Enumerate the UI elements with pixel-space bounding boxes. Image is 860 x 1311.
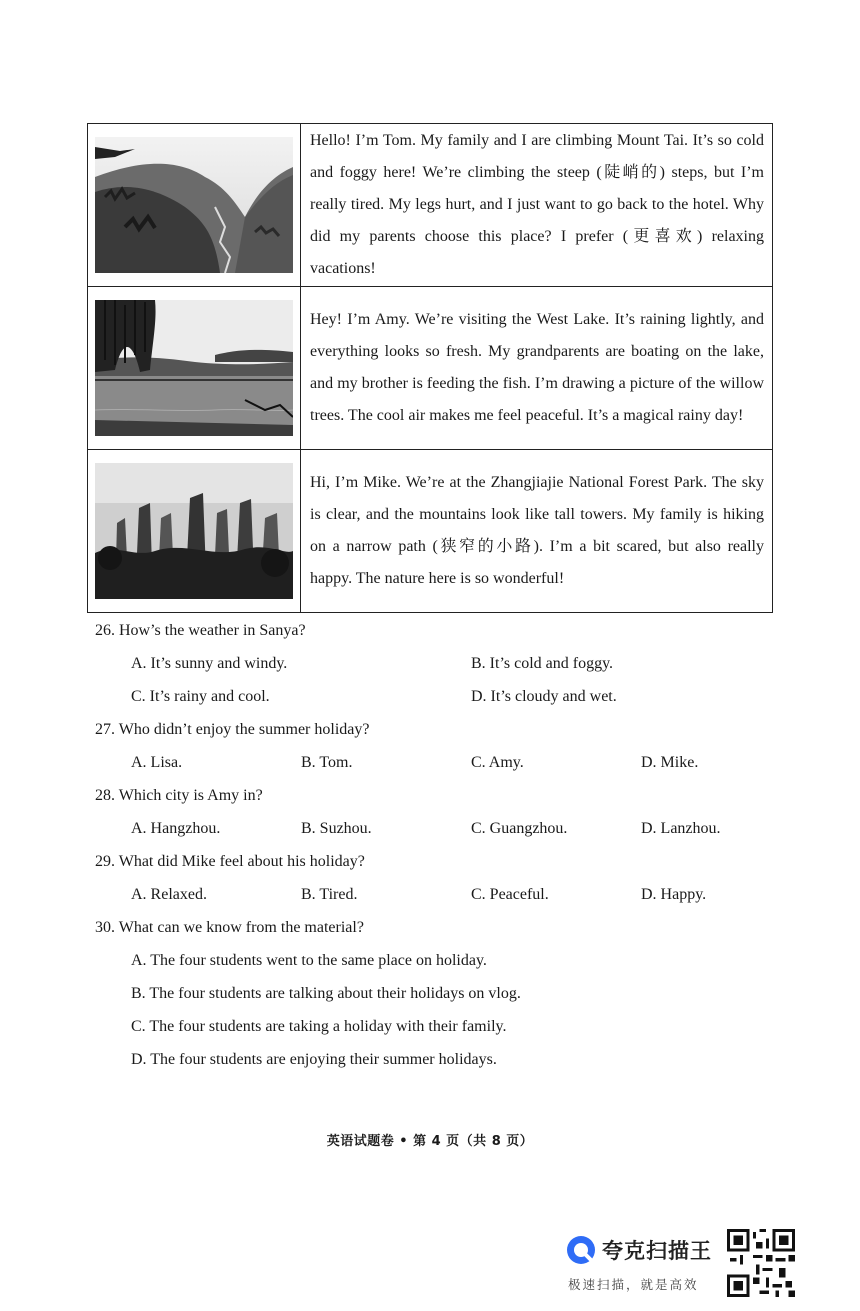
post-text-tom: Hello! I’m Tom. My family and I are climbing Mount Tai. It’s so cold and foggy here! We’re climbing the steep (陡峭的) steps, but I’m really tired. My legs hurt, and I just want to go back to the hotel. Why did my parents choose this place? I prefer (更喜欢) relaxing vacations!: [310, 131, 764, 278]
lake-willow-photo: [95, 300, 293, 436]
stone-pillar-mountains-photo: [95, 463, 293, 599]
option-c: C. The four students are taking a holiday with their family.: [131, 1018, 507, 1035]
option-a: A. It’s sunny and windy.: [131, 655, 288, 672]
watermark-brand: [566, 1230, 726, 1270]
option-d: D. Happy.: [641, 886, 707, 903]
post-text-mike: Hi, I’m Mike. We’re at the Zhangjiajie National Forest Park. The sky is clear, and the mountains look like tall towers. My family is hiking on a narrow path (狭窄的小路). I’m a bit scared, but also really happy. The nature here is so wonderful!: [310, 473, 764, 588]
option-c: C. Guangzhou.: [471, 820, 568, 837]
option-d: D. The four students are enjoying their summer holidays.: [131, 1051, 497, 1068]
option-c: C. Peaceful.: [471, 886, 549, 903]
post-row-amy: [88, 287, 772, 450]
option-b: B. The four students are talking about their holidays on vlog.: [131, 985, 521, 1002]
watermark-title: 夸克扫描王: [602, 1239, 712, 1263]
option-b: B. Tired.: [301, 886, 358, 903]
option-c: C. It’s rainy and cool.: [131, 688, 270, 705]
question-stem-30: 30. What can we know from the material?: [95, 919, 364, 936]
mountain-steps-photo: [95, 137, 293, 273]
vlog-posts-table: [87, 123, 773, 613]
photo-cell: [88, 287, 301, 449]
option-b: B. Suzhou.: [301, 820, 372, 837]
option-d: D. It’s cloudy and wet.: [471, 688, 617, 705]
option-row: [95, 686, 775, 719]
option-a: A. Hangzhou.: [131, 820, 221, 837]
option-b: B. It’s cold and foggy.: [471, 655, 614, 672]
photo-cell: [88, 450, 301, 612]
option-row: [95, 884, 775, 917]
questions-section: [95, 620, 775, 1082]
post-row-tom: [88, 124, 772, 287]
page-footer: 英语试题卷 • 第 4 页（共 8 页）: [326, 1134, 534, 1149]
post-row-mike: [88, 450, 772, 612]
scanner-watermark: [566, 1230, 726, 1298]
post-text: [301, 287, 772, 449]
option-a: A. Lisa.: [131, 754, 183, 771]
option-row: [95, 1016, 775, 1049]
option-row: [95, 752, 775, 785]
option-row: [95, 983, 775, 1016]
option-d: D. Lanzhou.: [641, 820, 721, 837]
option-b: B. Tom.: [301, 754, 353, 771]
photo-cell: [88, 124, 301, 286]
question-stem-29: 29. What did Mike feel about his holiday?: [95, 853, 365, 870]
qr-code-icon: [727, 1229, 795, 1297]
quark-logo-icon: [566, 1235, 596, 1265]
option-row: [95, 653, 775, 686]
post-text-amy: Hey! I’m Amy. We’re visiting the West Lake. It’s raining lightly, and everything looks so fresh. My grandparents are boating on the lake, and my brother is feeding the fish. I’m drawing a picture of the willow trees. The cool air makes me feel peaceful. It’s a magical rainy day!: [310, 310, 764, 425]
option-row: [95, 1049, 775, 1082]
option-row: [95, 818, 775, 851]
question-stem-27: 27. Who didn’t enjoy the summer holiday?: [95, 721, 370, 738]
option-row: [95, 950, 775, 983]
watermark-slogan: 极速扫描，就是高效: [568, 1277, 699, 1292]
question-stem-26: 26. How’s the weather in Sanya?: [95, 622, 306, 639]
post-text: [301, 124, 772, 286]
post-text: [301, 450, 772, 612]
option-c: C. Amy.: [471, 754, 524, 771]
option-a: A. Relaxed.: [131, 886, 207, 903]
question-stem-28: 28. Which city is Amy in?: [95, 787, 263, 804]
option-a: A. The four students went to the same place on holiday.: [131, 952, 487, 969]
option-d: D. Mike.: [641, 754, 699, 771]
